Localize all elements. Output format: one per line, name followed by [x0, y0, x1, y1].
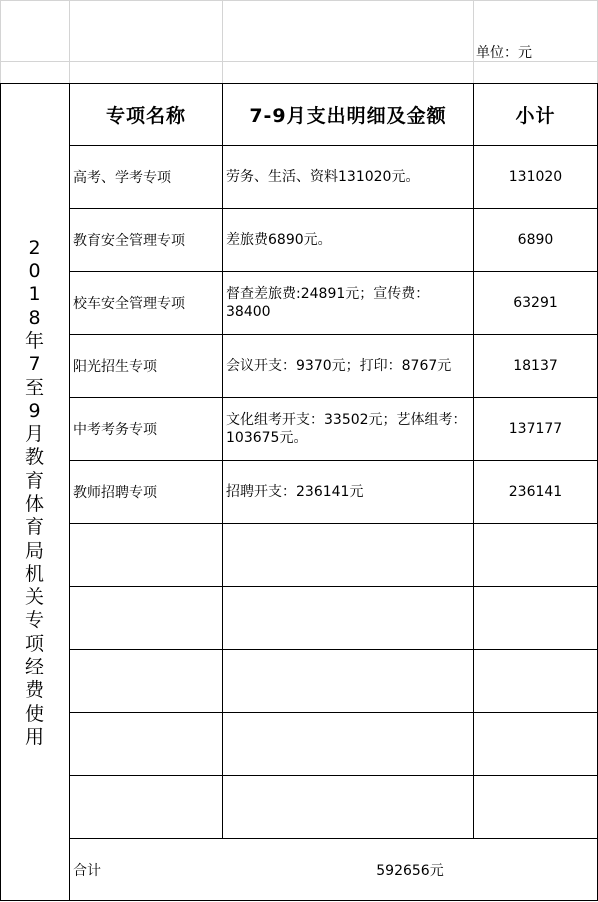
row-subtotal-cell — [474, 524, 597, 586]
unit-label: 单位：元 — [476, 45, 532, 61]
row-subtotal-cell — [474, 776, 597, 838]
row-subtotal-cell: 137177 — [508, 421, 563, 437]
header-subtotal: 小计 — [515, 105, 556, 127]
row-detail-cell — [223, 650, 473, 712]
row-subtotal-cell — [474, 650, 597, 712]
row-detail-cell — [223, 776, 473, 838]
row-name-cell — [70, 587, 222, 649]
side-title-text: 2018年7至9月教育体育局机关专项经费使用 — [24, 236, 44, 748]
row-name-cell: 教育安全管理专项 — [73, 233, 185, 249]
row-subtotal-cell — [474, 587, 597, 649]
row-subtotal-cell: 131020 — [508, 169, 563, 185]
row-name-cell — [70, 776, 222, 838]
row-name-cell: 教师招聘专项 — [73, 485, 157, 501]
header-name: 专项名称 — [105, 105, 186, 127]
row-subtotal-cell: 236141 — [508, 484, 563, 500]
row-name-cell — [70, 524, 222, 586]
row-subtotal-cell — [474, 713, 597, 775]
row-detail-cell: 会议开支：9370元；打印：8767元 — [226, 358, 452, 374]
row-detail-cell — [223, 587, 473, 649]
row-subtotal-cell: 18137 — [513, 358, 558, 374]
total-label: 合计 — [73, 862, 101, 879]
row-detail-cell: 文化组考开支：33502元；艺体组考：103675元。 — [226, 412, 467, 446]
side-title — [0, 84, 69, 902]
row-detail-cell — [223, 524, 473, 586]
row-subtotal-cell: 6890 — [517, 232, 554, 248]
row-name-cell — [70, 650, 222, 712]
row-detail-cell — [223, 713, 473, 775]
row-subtotal-cell: 63291 — [513, 295, 558, 311]
total-value: 592656元 — [376, 862, 444, 879]
row-detail-cell: 招聘开支：236141元 — [226, 484, 364, 500]
header-detail: 7-9月支出明细及金额 — [249, 105, 447, 127]
row-name-cell: 高考、学考专项 — [73, 170, 171, 186]
row-detail-cell: 差旅费6890元。 — [226, 232, 332, 248]
row-detail-cell: 督查差旅费:24891元；宣传费：38400 — [226, 286, 430, 320]
row-name-cell: 校车安全管理专项 — [73, 296, 185, 312]
row-name-cell: 中考考务专项 — [73, 422, 157, 438]
row-name-cell: 阳光招生专项 — [73, 359, 157, 375]
row-detail-cell: 劳务、生活、资料131020元。 — [226, 169, 420, 185]
row-name-cell — [70, 713, 222, 775]
